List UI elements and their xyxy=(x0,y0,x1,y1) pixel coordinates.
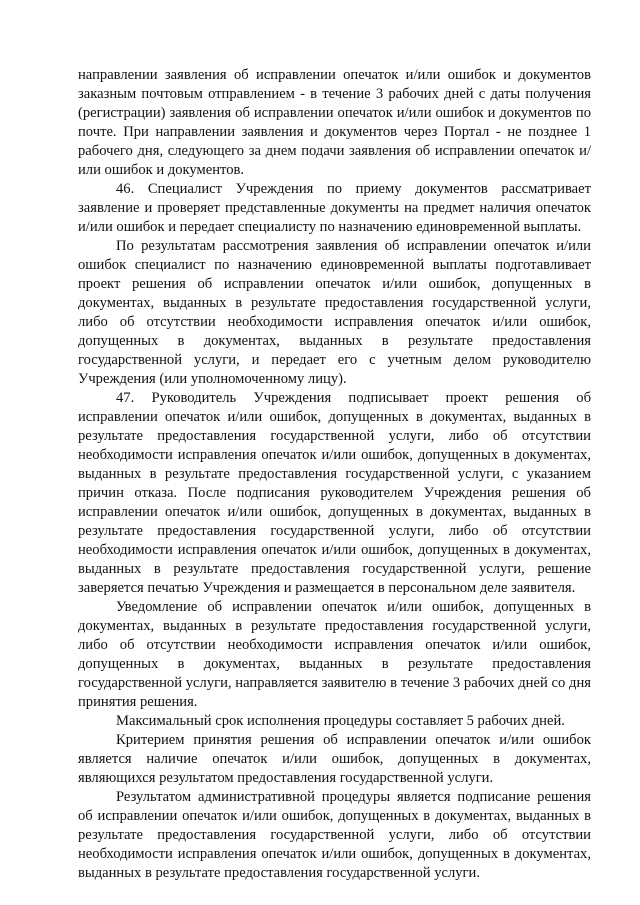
paragraph-criterion: Критерием принятия решения об исправлении опечаток и/или ошибок является наличие опечаток и/или ошибок, допущенных в документах, являющихся результатом предоставления государственной услуги. xyxy=(78,732,591,786)
paragraph-max-term: Максимальный срок исполнения процедуры составляет 5 рабочих дней. xyxy=(116,713,565,729)
paragraph-result: Результатом административной процедуры является подписание решения об исправлении опечаток и/или ошибок, допущенных в документах, выданных в результате предоставления государственной услуги, либо об отсутствии необходимости исправления опечаток и/или ошибок, допущенных в документах, выданных в результате предоставления государственной услуги. xyxy=(78,789,591,881)
paragraph-notification: Уведомление об исправлении опечаток и/или ошибок, допущенных в документах, выданных в результате предоставления государственной услуги, либо об отсутствии необходимости исправления опечаток и/или ошибок, допущенных в документах, выданных в результате предоставления государственной услуги, направляется заявителю в течение 3 рабочих дней со дня принятия решения. xyxy=(78,599,591,710)
paragraph-continuation: направлении заявления об исправлении опечаток и/или ошибок и документов заказным почтовым отправлением - в течение 3 рабочих дней с даты получения (регистрации) заявления об исправлении опечаток и/или ошибок и документов по почте. При направлении заявления и документов через Портал - не позднее 1 рабочего дня, следующего за днем подачи заявления об исправлении опечаток и/или ошибок и документов. xyxy=(78,67,591,178)
document-body xyxy=(78,66,591,883)
paragraph-46: 46. Специалист Учреждения по приему документов рассматривает заявление и проверяет представленные документы на предмет наличия опечаток и/или ошибок и передает специалисту по назначению единовременной выплаты. xyxy=(78,181,591,235)
paragraph-review-results: По результатам рассмотрения заявления об исправлении опечаток и/или ошибок специалист по назначению единовременной выплаты подготавливает проект решения об исправлении опечаток и/или ошибок, допущенных в документах, выданных в результате предоставления государственной услуги, либо об отсутствии необходимости исправления опечаток и/или ошибок, допущенных в документах, выданных в результате предоставления государственной услуги, и передает его с учетным делом руководителю Учреждения (или уполномоченному лицу). xyxy=(78,238,591,387)
paragraph-47: 47. Руководитель Учреждения подписывает проект решения об исправлении опечаток и/или ошибок, допущенных в документах, выданных в результате предоставления государственной услуги, либо об отсутствии необходимости исправления опечаток и/или ошибок, допущенных в документах, выданных в результате предоставления государственной услуги, с указанием причин отказа. После подписания руководителем Учреждения решения об исправлении опечаток и/или ошибок, допущенных в документах, выданных в результате предоставления государственной услуги, либо об отсутствии необходимости исправления опечаток и/или ошибок, допущенных в документах, выданных в результате предоставления государственной услуги, решение заверяется печатью Учреждения и размещается в персональном деле заявителя. xyxy=(78,390,591,596)
